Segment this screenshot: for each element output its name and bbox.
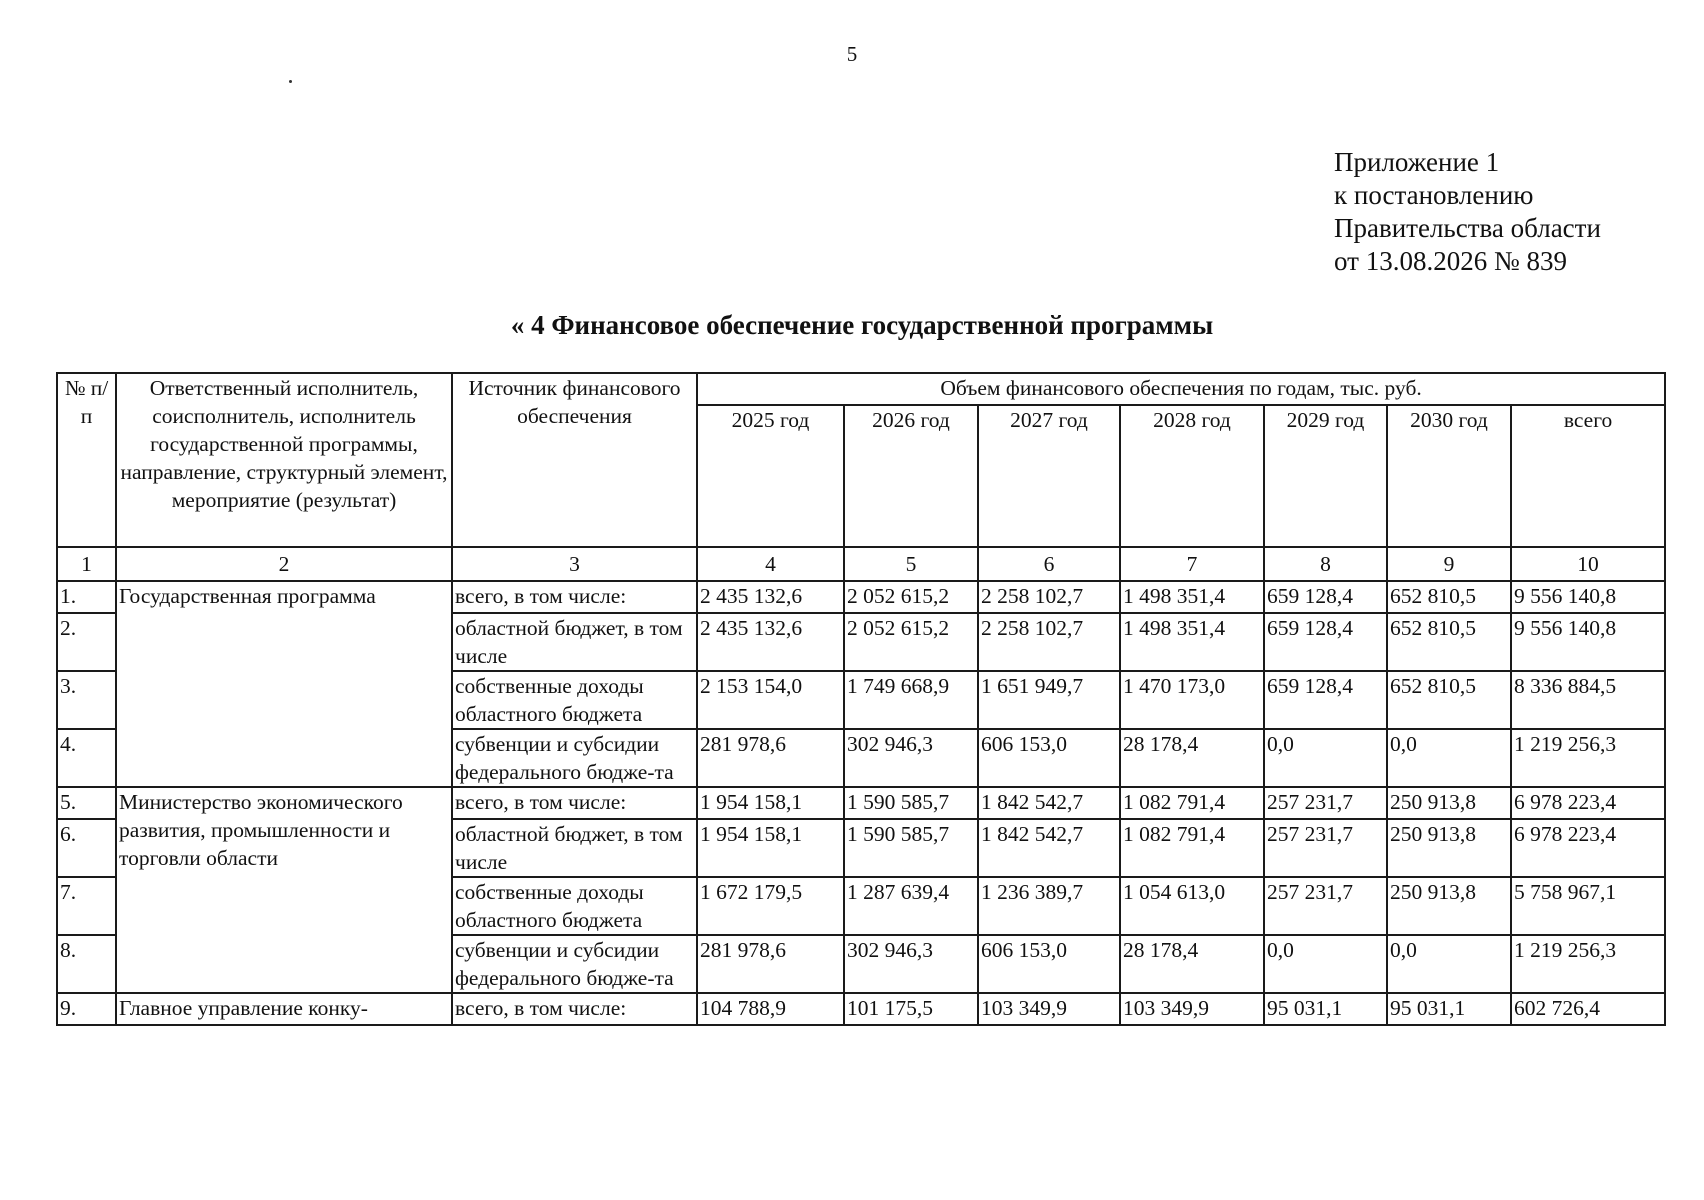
source-cell: собственные доходы областного бюджета bbox=[452, 671, 697, 729]
value-cell: 101 175,5 bbox=[844, 993, 978, 1025]
source-cell: областной бюджет, в том числе bbox=[452, 819, 697, 877]
value-cell: 257 231,7 bbox=[1264, 819, 1387, 877]
value-cell: 95 031,1 bbox=[1264, 993, 1387, 1025]
column-number: 2 bbox=[116, 547, 452, 581]
value-cell: 606 153,0 bbox=[978, 935, 1120, 993]
value-cell: 1 219 256,3 bbox=[1511, 935, 1665, 993]
value-cell: 302 946,3 bbox=[844, 935, 978, 993]
source-cell: субвенции и субсидии федерального бюдже-та bbox=[452, 729, 697, 787]
value-cell: 1 954 158,1 bbox=[697, 787, 844, 819]
value-cell: 257 231,7 bbox=[1264, 877, 1387, 935]
value-cell: 1 498 351,4 bbox=[1120, 581, 1264, 613]
header-source: Источник финансового обеспечения bbox=[452, 373, 697, 547]
section-title: « 4 Финансовое обеспечение государственной программы bbox=[510, 310, 1214, 340]
appendix-line-2: к постановлению bbox=[1334, 180, 1534, 210]
value-cell: 104 788,9 bbox=[697, 993, 844, 1025]
column-number: 4 bbox=[697, 547, 844, 581]
value-cell: 1 954 158,1 bbox=[697, 819, 844, 877]
value-cell: 659 128,4 bbox=[1264, 671, 1387, 729]
value-cell: 281 978,6 bbox=[697, 729, 844, 787]
executor-cell: Государственная программа bbox=[116, 581, 452, 787]
row-number: 1. bbox=[57, 581, 116, 613]
appendix-line-4: от 13.08.2026 № 839 bbox=[1334, 246, 1567, 276]
row-number: 4. bbox=[57, 729, 116, 787]
header-year-2030: 2030 год bbox=[1387, 405, 1511, 547]
value-cell: 1 672 179,5 bbox=[697, 877, 844, 935]
value-cell: 652 810,5 bbox=[1387, 671, 1511, 729]
value-cell: 1 651 949,7 bbox=[978, 671, 1120, 729]
row-number: 3. bbox=[57, 671, 116, 729]
value-cell: 1 590 585,7 bbox=[844, 819, 978, 877]
value-cell: 28 178,4 bbox=[1120, 729, 1264, 787]
header-year-2026: 2026 год bbox=[844, 405, 978, 547]
header-year-2027: 2027 год bbox=[978, 405, 1120, 547]
value-cell: 250 913,8 bbox=[1387, 787, 1511, 819]
value-cell: 1 470 173,0 bbox=[1120, 671, 1264, 729]
source-cell: субвенции и субсидии федерального бюдже-та bbox=[452, 935, 697, 993]
row-number: 2. bbox=[57, 613, 116, 671]
table-row bbox=[57, 581, 1665, 613]
scan-speck bbox=[289, 80, 292, 83]
value-cell: 1 219 256,3 bbox=[1511, 729, 1665, 787]
value-cell: 2 435 132,6 bbox=[697, 581, 844, 613]
column-number: 7 bbox=[1120, 547, 1264, 581]
row-number: 6. bbox=[57, 819, 116, 877]
column-number: 10 bbox=[1511, 547, 1665, 581]
row-number: 7. bbox=[57, 877, 116, 935]
value-cell: 2 052 615,2 bbox=[844, 613, 978, 671]
column-number: 1 bbox=[57, 547, 116, 581]
value-cell: 6 978 223,4 bbox=[1511, 819, 1665, 877]
value-cell: 652 810,5 bbox=[1387, 581, 1511, 613]
executor-cell: Министерство экономического развития, промышленности и торговли области bbox=[116, 787, 452, 993]
appendix-line-3: Правительства области bbox=[1334, 213, 1601, 243]
value-cell: 1 842 542,7 bbox=[978, 819, 1120, 877]
value-cell: 2 258 102,7 bbox=[978, 613, 1120, 671]
executor-cell: Главное управление конку- bbox=[116, 993, 452, 1025]
source-cell: всего, в том числе: bbox=[452, 993, 697, 1025]
value-cell: 659 128,4 bbox=[1264, 581, 1387, 613]
column-number-row bbox=[57, 547, 1665, 581]
value-cell: 1 082 791,4 bbox=[1120, 787, 1264, 819]
value-cell: 250 913,8 bbox=[1387, 877, 1511, 935]
value-cell: 1 236 389,7 bbox=[978, 877, 1120, 935]
value-cell: 2 258 102,7 bbox=[978, 581, 1120, 613]
value-cell: 606 153,0 bbox=[978, 729, 1120, 787]
column-number: 6 bbox=[978, 547, 1120, 581]
value-cell: 6 978 223,4 bbox=[1511, 787, 1665, 819]
header-executor: Ответственный исполнитель, соисполнитель, исполнитель государственной программы, направление, структурный элемент, мероприятие (результат) bbox=[116, 373, 452, 547]
value-cell: 1 082 791,4 bbox=[1120, 819, 1264, 877]
value-cell: 9 556 140,8 bbox=[1511, 581, 1665, 613]
value-cell: 28 178,4 bbox=[1120, 935, 1264, 993]
row-number: 8. bbox=[57, 935, 116, 993]
row-number: 5. bbox=[57, 787, 116, 819]
header-year-2025: 2025 год bbox=[697, 405, 844, 547]
value-cell: 95 031,1 bbox=[1387, 993, 1511, 1025]
value-cell: 1 749 668,9 bbox=[844, 671, 978, 729]
value-cell: 602 726,4 bbox=[1511, 993, 1665, 1025]
value-cell: 1 842 542,7 bbox=[978, 787, 1120, 819]
value-cell: 0,0 bbox=[1387, 935, 1511, 993]
source-cell: собственные доходы областного бюджета bbox=[452, 877, 697, 935]
value-cell: 0,0 bbox=[1264, 729, 1387, 787]
table-row bbox=[57, 787, 1665, 819]
header-year-2029: 2029 год bbox=[1264, 405, 1387, 547]
value-cell: 1 590 585,7 bbox=[844, 787, 978, 819]
value-cell: 8 336 884,5 bbox=[1511, 671, 1665, 729]
value-cell: 1 498 351,4 bbox=[1120, 613, 1264, 671]
value-cell: 1 287 639,4 bbox=[844, 877, 978, 935]
value-cell: 281 978,6 bbox=[697, 935, 844, 993]
header-no: № п/п bbox=[57, 373, 116, 547]
value-cell: 302 946,3 bbox=[844, 729, 978, 787]
header-year-2028: 2028 год bbox=[1120, 405, 1264, 547]
value-cell: 103 349,9 bbox=[1120, 993, 1264, 1025]
header-total: всего bbox=[1511, 405, 1665, 547]
header-volume: Объем финансового обеспечения по годам, тыс. руб. bbox=[697, 373, 1665, 405]
value-cell: 2 153 154,0 bbox=[697, 671, 844, 729]
page-number: 5 bbox=[846, 42, 858, 66]
appendix-block bbox=[1334, 146, 1601, 278]
row-number: 9. bbox=[57, 993, 116, 1025]
value-cell: 659 128,4 bbox=[1264, 613, 1387, 671]
column-number: 9 bbox=[1387, 547, 1511, 581]
column-number: 8 bbox=[1264, 547, 1387, 581]
value-cell: 103 349,9 bbox=[978, 993, 1120, 1025]
value-cell: 250 913,8 bbox=[1387, 819, 1511, 877]
value-cell: 1 054 613,0 bbox=[1120, 877, 1264, 935]
value-cell: 5 758 967,1 bbox=[1511, 877, 1665, 935]
source-cell: всего, в том числе: bbox=[452, 787, 697, 819]
value-cell: 2 435 132,6 bbox=[697, 613, 844, 671]
source-cell: областной бюджет, в том числе bbox=[452, 613, 697, 671]
column-number: 3 bbox=[452, 547, 697, 581]
value-cell: 0,0 bbox=[1264, 935, 1387, 993]
value-cell: 9 556 140,8 bbox=[1511, 613, 1665, 671]
value-cell: 2 052 615,2 bbox=[844, 581, 978, 613]
value-cell: 257 231,7 bbox=[1264, 787, 1387, 819]
header-row-top bbox=[57, 373, 1665, 405]
source-cell: всего, в том числе: bbox=[452, 581, 697, 613]
value-cell: 0,0 bbox=[1387, 729, 1511, 787]
table-row bbox=[57, 993, 1665, 1025]
value-cell: 652 810,5 bbox=[1387, 613, 1511, 671]
appendix-line-1: Приложение 1 bbox=[1334, 147, 1500, 177]
column-number: 5 bbox=[844, 547, 978, 581]
financing-table bbox=[56, 372, 1666, 1026]
